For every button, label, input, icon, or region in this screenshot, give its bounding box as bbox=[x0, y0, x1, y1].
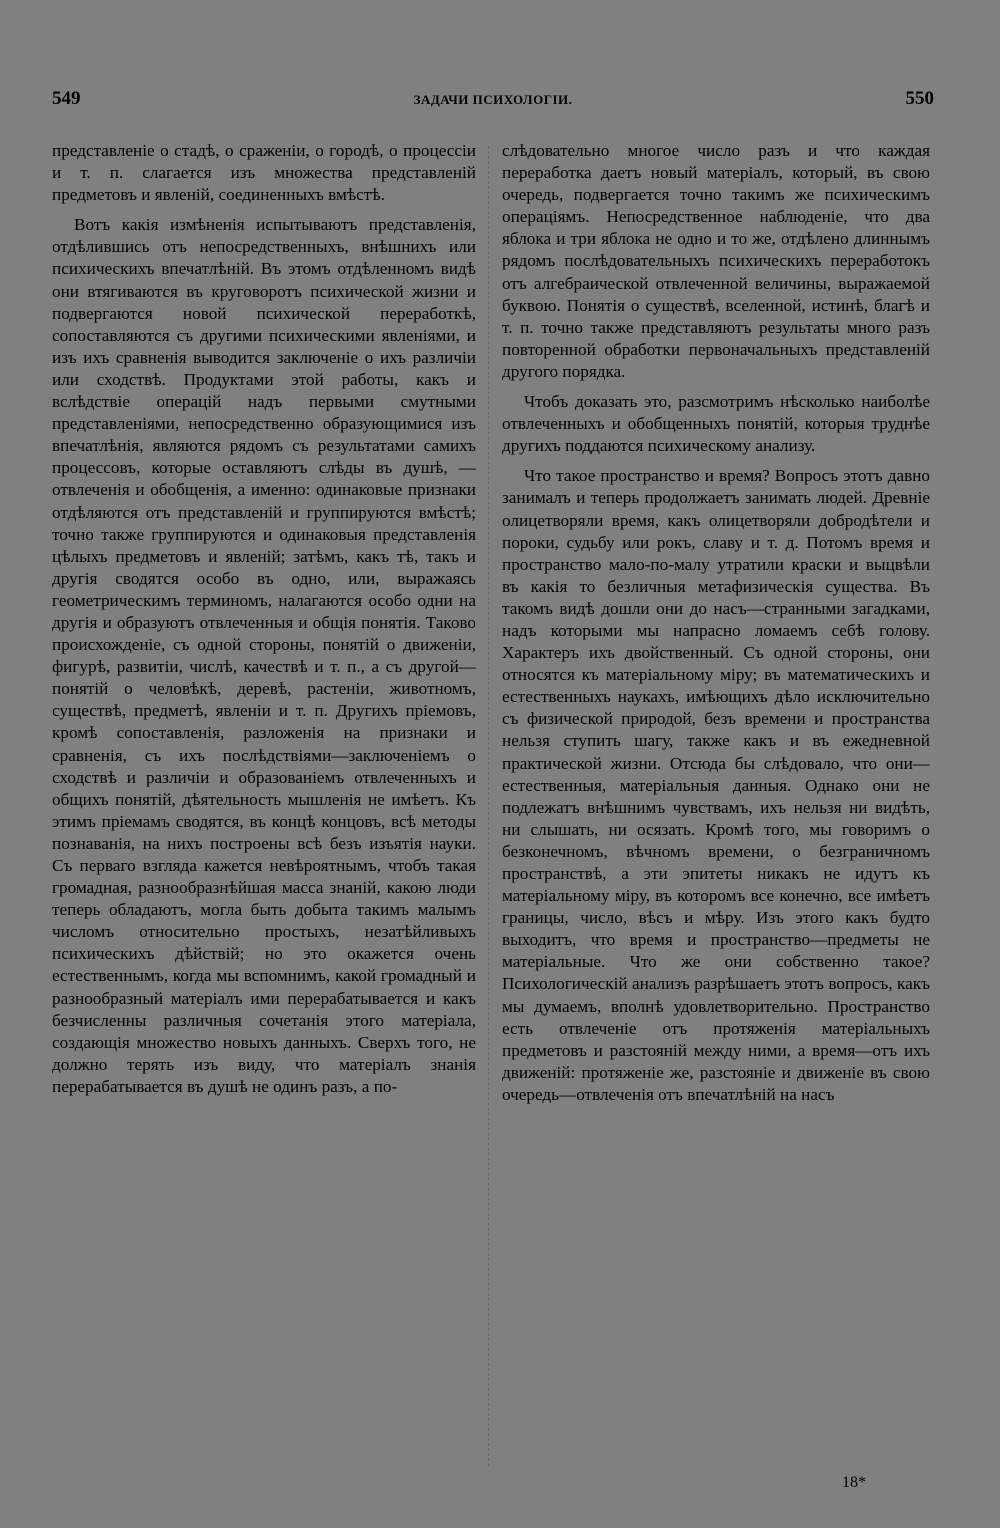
right-paragraph-1: слѣдовательно многое число разъ и что каждая переработка даетъ новый матеріалъ, который, въ свою очередь, подвергается точно такимъ же психическимъ операціямъ. Непосредственное наблюденіе, что два яблока и три яблока не одно и то же, отдѣлено длиннымъ рядомъ послѣдовательныхъ психическихъ переработокъ отъ алгебраической отвлеченной величины, выражаемой буквою. Понятія о существѣ, вселенной, истинѣ, благѣ и т. п. точно также представляютъ результаты много разъ повторенной обработки первоначальныхъ представленій другого порядка. bbox=[502, 141, 930, 381]
page-number-left: 549 bbox=[52, 88, 81, 109]
left-paragraph-2: Вотъ какія измѣненія испытываютъ представленія, отдѣлившись отъ непосредственныхъ, внѣшнихъ или психическихъ впечатлѣній. Въ этомъ отдѣленномъ видѣ они втягиваются въ круговоротъ психической жизни и подвергаются новой психической переработкѣ, сопоставляются съ другими психическими явленіями, и изъ ихъ сравненія выводится заключеніе о ихъ различіи или сходствѣ. Продуктами этой работы, какъ и вслѣдствіе операцій надъ первыми смутными представленіями, непосредственно образующимися изъ впечатлѣнія, являются рядомъ съ результатами самихъ процессовъ, которые оставляютъ слѣды въ душѣ, — отвлеченія и обобщенія, а именно: одинаковые признаки отдѣляются отъ представленій и группируются вмѣстѣ; точно также группируются и одинаковыя представленія цѣлыхъ предметовъ и явленій; затѣмъ, какъ тѣ, такъ и другія сводятся особо въ одно, или, выражаясь геометрическимъ терминомъ, налагаются особо одни на другія и образуютъ отвлеченныя и общія понятія. Таково происхожденіе, съ одной стороны, понятій о движеніи, фигурѣ, развитіи, числѣ, качествѣ и т. п., а съ другой—понятій о человѣкѣ, деревѣ, растеніи, животномъ, существѣ, предметѣ, явленіи и т. п. Другихъ пріемовъ, кромѣ сопоставленія, разложенія на признаки и сравненія, съ ихъ послѣдствіями—заключеніемъ о сходствѣ и различіи и образованіемъ отвлеченныхъ и общихъ понятій, дѣятельность мышленія не имѣетъ. Къ этимъ пріемамъ сводятся, въ концѣ концовъ, всѣ методы познаванія, на нихъ построены всѣ безъ изъятія науки. Съ перваго взгляда кажется невѣроятнымъ, чтобъ такая громадная, разнообразнѣйшая масса знаній, какою люди теперь обладаютъ, могла быть добыта такимъ малымъ числомъ относительно простыхъ, незатѣйливыхъ психическихъ дѣйствій; но это окажется очень естественнымъ, когда мы вспомнимъ, какой громадный и разнообразный матеріалъ ими перерабатывается и какъ безчисленны различныя сочетанія этого матеріала, создающія множество новыхъ данныхъ. Сверхъ того, не должно терять изъ виду, что матеріалъ знанія перерабатывается въ душѣ не одинъ разъ, а по- bbox=[52, 215, 476, 1096]
right-column bbox=[502, 140, 930, 1114]
right-paragraph-2: Чтобъ доказать это, разсмотримъ нѣсколько наиболѣе отвлеченныхъ и обобщенныхъ понятій, которыя труднѣе другихъ поддаются психическому анализу. bbox=[502, 392, 930, 456]
running-header bbox=[52, 88, 934, 116]
left-column bbox=[52, 140, 476, 1106]
printer-signature-mark: 18* bbox=[842, 1474, 866, 1491]
left-paragraph-1: представленіе о стадѣ, о сраженіи, о городѣ, о процессіи и т. п. слагается изъ множества представленій предметовъ и явленій, соединенныхъ вмѣстѣ. bbox=[52, 141, 476, 205]
column-divider bbox=[488, 146, 489, 1466]
right-paragraph-3: Что такое пространство и время? Вопросъ этотъ давно занималъ и теперь продолжаетъ занимать людей. Древніе олицетворяли время, какъ олицетворяли добродѣтели и пороки, судьбу или рокъ, славу и т. д. Потомъ время и пространство мало-по-малу утратили краски и выцвѣли въ какія то безличныя метафизическія существа. Въ такомъ видѣ дошли они до насъ—странными загадками, надъ которыми мы напрасно ломаемъ себѣ голову. Характеръ ихъ двойственный. Съ одной стороны, они относятся къ матеріальному міру; въ математическихъ и естественныхъ наукахъ, имѣющихъ дѣло исключительно съ физической природой, безъ времени и пространства нельзя ступить шагу, также какъ и въ ежедневной практической жизни. Отсюда бы слѣдовало, что они—естественныя, матеріальныя данныя. Однако они не подлежатъ внѣшнимъ чувствамъ, ихъ нельзя ни видѣть, ни слышать, ни осязать. Кромѣ того, мы говоримъ о безконечномъ, вѣчномъ времени, о безграничномъ пространствѣ, а эти эпитеты никакъ не идутъ къ матеріальному міру, въ которомъ все конечно, все имѣетъ границы, число, вѣсъ и мѣру. Изъ этого какъ будто выходитъ, что время и пространство—предметы не матеріальные. Что же они собственно такое? Психологическій анализъ разрѣшаетъ этотъ вопросъ, какъ мы думаемъ, вполнѣ удовлетворительно. Пространство есть отвлеченіе отъ протяженія матеріальныхъ предметовъ и разстояній между ними, а время—отъ ихъ движеній: протяженіе же, разстояніе и движеніе въ свою очередь—отвлеченія отъ впечатлѣній на насъ bbox=[502, 466, 930, 1104]
page-number-right: 550 bbox=[905, 88, 934, 109]
running-title: ЗАДАЧИ ПСИХОЛОГIИ. bbox=[413, 92, 573, 107]
